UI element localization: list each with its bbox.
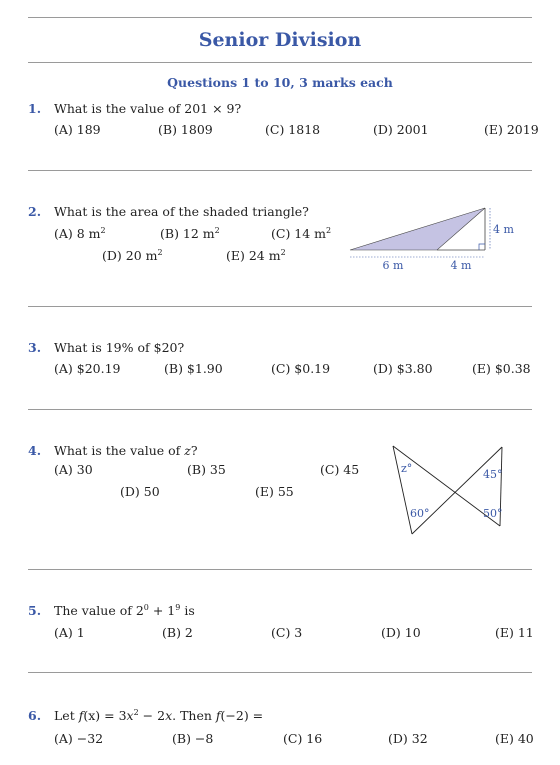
shaded-triangle [350, 208, 485, 250]
option-d: (D) 32 [388, 731, 428, 746]
question-text: The value of $2^0 + 1^9$ is [54, 603, 195, 618]
option-b: (B) 35 [187, 462, 226, 477]
divider [28, 672, 532, 673]
option-d: (D) 50 [120, 484, 160, 499]
option-a: (A) −32 [54, 731, 104, 746]
option-c: (C) 45 [320, 462, 360, 477]
label-extension: 4 m [450, 259, 472, 272]
option-e: (E) 11 [495, 625, 534, 640]
label-base: 6 m [382, 259, 404, 272]
question-text: What is the value of 201 × 9? [54, 101, 242, 116]
right-angle-marker [479, 244, 485, 250]
option-c: (C) 3 [271, 625, 303, 640]
label-height: 4 m [493, 223, 514, 236]
option-e: (E) $0.38 [472, 361, 531, 376]
option-b: (B) 12 $m^2$ [160, 226, 220, 241]
divider [28, 409, 532, 410]
option-a: (A) 189 [54, 122, 101, 137]
option-b: (B) $1.90 [164, 361, 223, 376]
option-d: (D) $3.80 [373, 361, 433, 376]
option-d: (D) 20 $m^2$ [102, 248, 163, 263]
angle-z-label: z° [401, 462, 413, 475]
option-a: (A) 8 $m^2$ [54, 226, 106, 241]
divider [28, 569, 532, 570]
question-number: 3. [28, 340, 42, 355]
left-vertical-line [393, 446, 412, 534]
option-b: (B) 2 [162, 625, 193, 640]
option-c: (C) 16 [283, 731, 323, 746]
angle-60-label: 60° [410, 507, 430, 520]
question-text: What is the value of z? [54, 443, 198, 458]
option-a: (A) 1 [54, 625, 85, 640]
question-number: 4. [28, 443, 42, 458]
section-subtitle: Questions 1 to 10, 3 marks each [167, 75, 393, 90]
angle-50-label: 50° [483, 507, 503, 520]
diagonal-line [412, 447, 502, 534]
question-text: Let $f(x) = 3x^2 - 2x$. Then f(−2) = [54, 708, 264, 723]
angle-45-label: 45° [483, 468, 503, 481]
option-b: (B) −8 [172, 731, 214, 746]
page-title: Senior Division [198, 29, 362, 51]
option-e: (E) 24 $m^2$ [226, 248, 286, 263]
question-number: 2. [28, 204, 42, 219]
shaded-triangle-figure [340, 198, 520, 276]
option-d: (D) 2001 [373, 122, 429, 137]
top-rule [28, 17, 532, 18]
option-a: (A) $20.19 [54, 361, 121, 376]
divider [28, 170, 532, 171]
bowtie-triangles-figure [385, 438, 510, 540]
question-text: What is the area of the shaded triangle? [54, 204, 309, 219]
option-c: (C) $0.19 [271, 361, 331, 376]
question-number: 5. [28, 603, 42, 618]
option-e: (E) 40 [495, 731, 534, 746]
question-number: 6. [28, 708, 42, 723]
divider [28, 306, 532, 307]
question-text: What is 19% of $20? [54, 340, 185, 355]
option-d: (D) 10 [381, 625, 421, 640]
option-e: (E) 2019 [484, 122, 539, 137]
title-rule [28, 62, 532, 63]
option-c: (C) 14 $m^2$ [271, 226, 332, 241]
option-b: (B) 1809 [158, 122, 213, 137]
question-number: 1. [28, 101, 42, 116]
option-c: (C) 1818 [265, 122, 321, 137]
option-a: (A) 30 [54, 462, 93, 477]
option-e: (E) 55 [255, 484, 294, 499]
